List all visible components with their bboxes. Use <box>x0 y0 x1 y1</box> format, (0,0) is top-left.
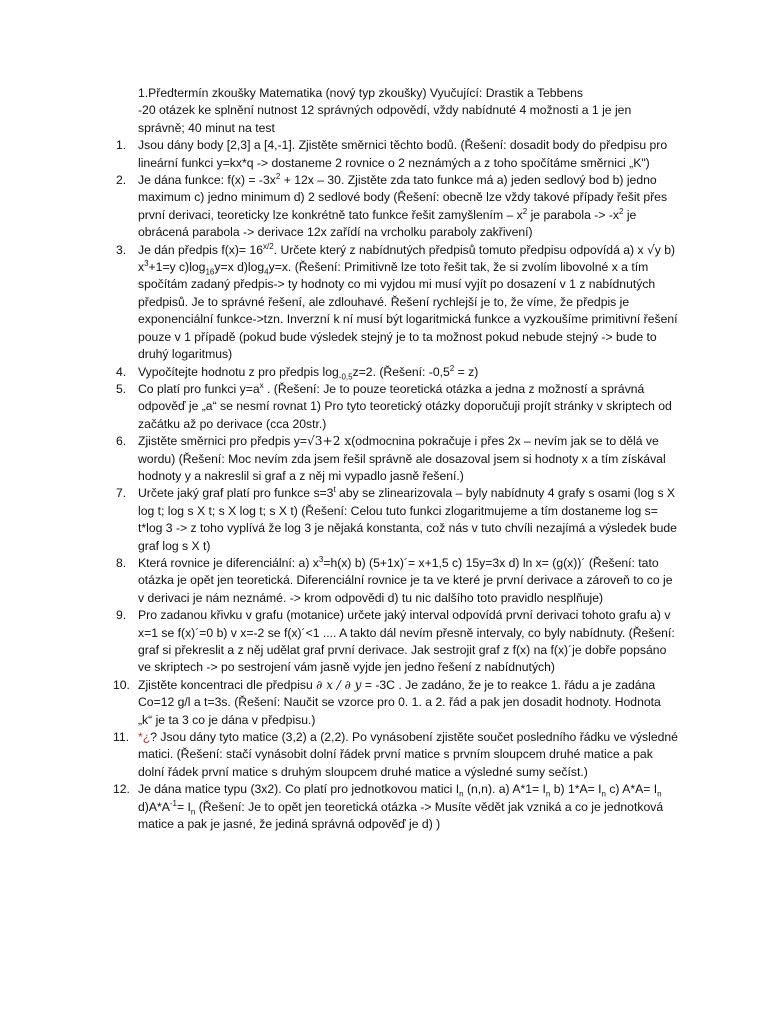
question-text: Je dán předpis $f(x)= 16^{x/2}$. Určete který z nabídnutých předpisů tomuto předpisu odpovídá a) x √y b) $x^3+1=y$ $c)\log_{16}y=x$ $d)\log_4y=x$. (Řešení: Primitivně lze toto řešit tak, že si zvolím libovolné x a tím spočítám zadaný předpis-> ty hodnoty co mi vyjdou mi musí vyjít po dosazení v 1 z nabídnutých předpisů. Je to správné řešení, ale zdlouhavé. Řešení rychlejší je to, že víme, že předpis je exponenciální funkce->tzn. Inverzní k ní musí být logaritmická funkce a vyzkoušíme primitivní řešení pouze v 1 případě (pokud bude výsledek stejný je to ta možnost pokud nebude stejný -> bude to druhý logaritmus) <box>138 241 678 362</box>
exam-title: 1.Předtermín zkoušky Matematika (nový typ zkoušky) Vyučující: Drastik a Tebbens <box>138 86 584 100</box>
document-body <box>113 85 678 833</box>
question-4 <box>116 363 678 381</box>
question-number: 10. <box>113 677 130 692</box>
question-number: 1. <box>116 138 127 153</box>
question-5 <box>116 380 678 433</box>
question-8 <box>116 554 678 607</box>
question-number: 7. <box>116 486 127 501</box>
question-text: Vypočítejte hodnotu z pro předpis $\log_{-0,5}z=2$. (Řešení: $-0,5^2 = z$) <box>138 363 479 381</box>
question-text: Která rovnice je diferenciální: a) $x^3=h(x)$ b) (5+1x)´= x+1,5 c) 15y=3x d) ln x= (g(x))´ (Řešení: tato otázka je opět jen teoretická. Diferenciální rovnice je ta ve které je první derivace a zároveň to co je v derivaci je nám neznámé. -> krom odpovědi d) tu nic dalšího toto pravidlo nesplňuje) <box>138 554 673 605</box>
exam-rules: -20 otázek ke splnění nutnost 12 správných odpovědí, vždy nabídnuté 4 možnosti a 1 je jen správně; 40 minut na test <box>138 103 632 135</box>
question-2 <box>116 171 678 242</box>
question-3 <box>116 241 678 364</box>
question-text: Je dána matice typu (3x2). Co platí pro jednotkovou matici $I_n$ (n,n). a) $A*1= I_n$ b) $1*A= I_n$ c) $A*A= I_n$ $d)A*A^{-1}= I_n$ (Řešení: Je to opět jen teoretická otázka -> Musíte vědět jak vzniká a co je jednotková matice a pak je jasné, že jediná správná odpověď je d) ) <box>138 782 664 832</box>
question-number: 8. <box>116 555 127 570</box>
question-text: Co platí pro funkci $y=a^x$ . (Řešení: Je to pouze teoretická otázka a jedna z možností a správná odpověď je „a“ se nesmí rovnat 1) Pro tyto teoretický otázky doporučuji projít stránky v skriptech od začátku až po derivace (cca 20str.) <box>138 380 672 431</box>
question-6 <box>116 433 678 485</box>
question-list <box>113 137 678 833</box>
question-number: 6. <box>116 434 127 449</box>
question-number: 5. <box>116 381 127 396</box>
question-12 <box>113 781 678 833</box>
question-text: Zjistěte koncentraci dle předpisu ∂ x / ∂ y = -3C . Je zadáno, že je to reakce 1. řádu a je zadána Co=12 g/l a t=3s. (Řešení: Naučit se vzorce pro 0. 1. a 2. řád a pak jen dosadit hodnoty. Hodnota „k“ je ta 3 co je dána v předpisu.) <box>138 677 661 727</box>
question-7 <box>116 485 678 555</box>
question-number: 11. <box>113 730 130 745</box>
question-number: 9. <box>116 608 127 623</box>
question-text: Zjistěte směrnici pro předpis y=√3+2 x(odmocnina pokračuje i přes 2x – nevím jak se to dělá ve wordu) (Řešení: Moc nevím zda jsem řešil správně ale dosazoval jsem si hodnoty x a tím získával hodnoty y a nakreslil si graf a z něj mi vypadlo jasně řešení.) <box>138 434 666 483</box>
question-11 <box>113 729 678 781</box>
question-number: 2. <box>116 173 127 188</box>
question-number: 3. <box>116 242 127 257</box>
question-number: 12. <box>113 782 130 797</box>
question-text: Pro zadanou křivku v grafu (motanice) určete jaký interval odpovídá první derivaci tohoto grafu a) v x=1 se f(x)´=0 b) v x=-2 se f(x)´<1 .... A takto dál nevím přesně intervaly, co byly nabídnuty. (Řešení: graf si překreslit a z něj udělat graf první derivace. Jak sestrojit graf z f(x) na f(x)´je dobře popsáno ve skriptech -> po sestrojení vám jasně vyjde jen jedno řešení z nabídnutých) <box>138 608 675 675</box>
question-text: Určete jaký graf platí pro funkce $s=3^t$ aby se zlinearizovala – byly nabídnuty 4 grafy s osami (log s X log t; log s X t; s X log t; s X t) (Řešení: Celou tuto funkci zlogaritmujeme a tím dostaneme log s= t*log 3 -> z toho vyplívá že log 3 je nějaká konstanta, což nás v tuto chvíli nezajímá a výsledek bude graf log s X t) <box>138 485 677 553</box>
question-10 <box>113 677 678 729</box>
question-9 <box>116 607 678 677</box>
question-text: Je dána funkce: $f(x) = -3x^2 + 12x - 30$. Zjistěte zda tato funkce má a) jeden sedlový bod b) jedno maximum c) jedno minimum d) 2 sedlové body (Řešení: obecně lze vždy takové případy řešit přes první derivaci, teoreticky lze konkrétně tato funkce řešit zamyšlením – $x^2$ je parabola -> $-x^2$ je obrácená parabola -> derivace 12x zařídí na vrcholku paraboly zakřivení) <box>138 171 668 240</box>
question-1 <box>116 137 678 172</box>
question-text: Jsou dány body [2,3] a [4,-1]. Zjistěte směrnici těchto bodů. (Řešení: dosadit body do předpisu pro lineární funkci y=kx*q -> dostaneme 2 rovnice o 2 neznámých a z toho spočítáme směrnici „K") <box>138 138 668 170</box>
question-text: *¿? Jsou dány tyto matice (3,2) a (2,2). Po vynásobení zjistěte součet posledního řádku ve výsledné matici. (Řešení: stačí vynásobit dolní řádek první matice s prvním sloupcem druhé matice a pak dolní řádek první matice s druhým sloupcem druhé matice a výsledné sumy sečíst.) <box>138 730 678 779</box>
question-number: 4. <box>116 364 127 379</box>
